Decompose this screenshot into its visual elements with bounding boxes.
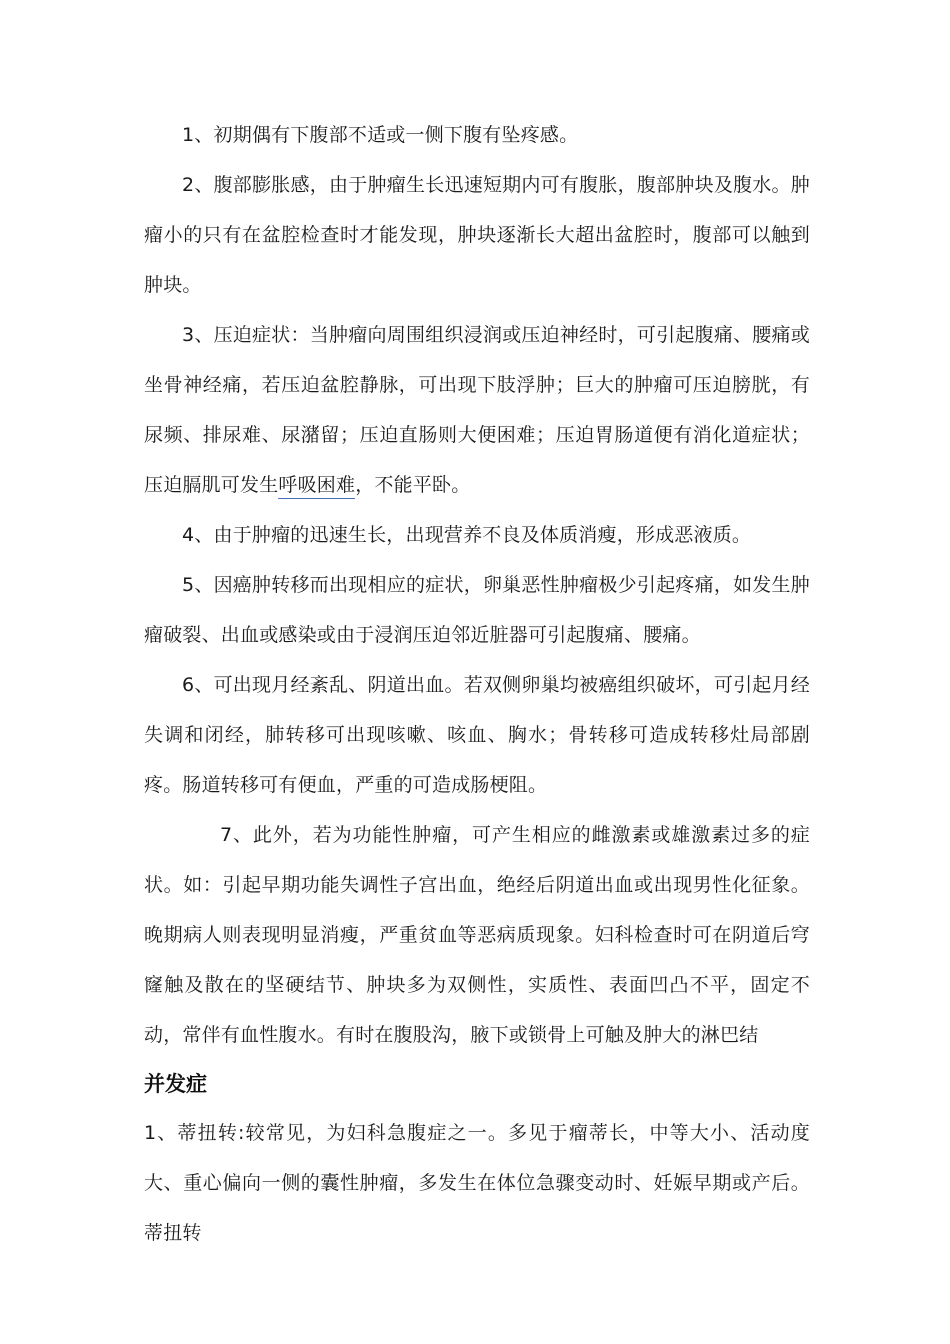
symptom-paragraph-6: 6、可出现月经紊乱、阴道出血。若双侧卵巢均被癌组织破坏，可引起月经失调和闭经，肺转移可出现咳嗽、咳血、胸水；骨转移可造成转移灶局部剧疼。肠道转移可有便血，严重的可造成肠梗阻。 (144, 674, 810, 796)
breathing-difficulty-link[interactable]: 呼吸困难 (278, 474, 355, 499)
symptom-paragraph-3-text: 3、压迫症状：当肿瘤向周围组织浸润或压迫神经时，可引起腹痛、腰痛或坐骨神经痛，若压迫盆腔静脉，可出现下肢浮肿；巨大的肿瘤可压迫膀胱，有尿频、排尿难、尿潴留；压迫直肠则大便困难；压迫胃肠道便有消化道症状；压迫膈肌可发生 (144, 324, 810, 496)
complication-paragraph-1: 1、蒂扭转:较常见，为妇科急腹症之一。多见于瘤蒂长，中等大小、活动度大、重心偏向一侧的囊性肿瘤，多发生在体位急骤变动时、妊娠早期或产后。蒂扭转 (144, 1122, 810, 1244)
symptom-paragraph-1: 1、初期偶有下腹部不适或一侧下腹有坠疼感。 (182, 124, 579, 146)
symptom-paragraph-7: 7、此外，若为功能性肿瘤，可产生相应的雌激素或雄激素过多的症状。如：引起早期功能失调性子宫出血，绝经后阴道出血或出现男性化征象。晚期病人则表现明显消瘦，严重贫血等恶病质现象。妇科检查时可在阴道后穹窿触及散在的坚硬结节、肿块多为双侧性，实质性、表面凹凸不平，固定不动，常伴有血性腹水。有时在腹股沟，腋下或锁骨上可触及肿大的淋巴结 (144, 824, 810, 1046)
symptom-paragraph-3 (144, 310, 810, 510)
document-page (144, 110, 810, 1258)
symptom-paragraph-5: 5、因癌肿转移而出现相应的症状，卵巢恶性肿瘤极少引起疼痛，如发生肿瘤破裂、出血或感染或由于浸润压迫邻近脏器可引起腹痛、腰痛。 (144, 574, 810, 646)
symptom-paragraph-3-tail: ，不能平卧。 (355, 474, 471, 496)
complications-heading: 并发症 (144, 1072, 207, 1096)
symptom-paragraph-4: 4、由于肿瘤的迅速生长，出现营养不良及体质消瘦，形成恶液质。 (182, 524, 752, 546)
symptom-paragraph-2: 2、腹部膨胀感，由于肿瘤生长迅速短期内可有腹胀，腹部肿块及腹水。肿瘤小的只有在盆腔检查时才能发现，肿块逐渐长大超出盆腔时，腹部可以触到肿块。 (144, 174, 810, 296)
